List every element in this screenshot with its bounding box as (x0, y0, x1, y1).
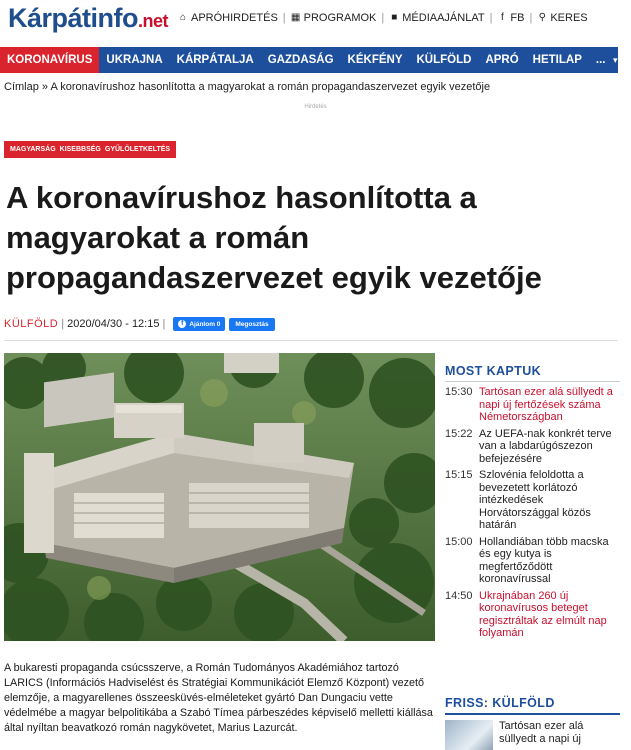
news-text[interactable]: Tartósan ezer alá süllyedt a napi új fertőzések száma Németországban (479, 386, 613, 423)
most-kaptuk-title: MOST KAPTUK (445, 364, 620, 382)
site-logo[interactable]: Kárpátinfo.net (8, 3, 169, 33)
nav-item-2[interactable]: KÁRPÁTALJA (176, 54, 254, 66)
news-item[interactable] (445, 469, 620, 532)
toplink-médiaajánlat[interactable] (385, 12, 488, 24)
chevron-down-icon[interactable]: ▾ (612, 54, 618, 65)
most-kaptuk-panel (445, 364, 620, 640)
top-links (174, 12, 592, 24)
news-text[interactable]: Ukrajnában 260 új koronavírusos beteget regisztráltak az elmúlt nap folyamán (479, 589, 607, 639)
friss-title: FRISS: KÜLFÖLD (445, 696, 620, 715)
nav-item-0[interactable]: KORONAVÍRUS (0, 47, 99, 73)
toplink-apróhirdetés[interactable] (174, 12, 282, 24)
toplink-label: MÉDIAAJÁNLAT (402, 12, 485, 24)
article-title: A koronavírushoz hasonlította a magyarokat a román propagandaszervezet egyik vezetője (6, 180, 542, 295)
toplink-fb[interactable] (493, 12, 528, 24)
article-photo[interactable] (4, 353, 435, 641)
news-time: 15:30 (445, 386, 473, 398)
nav-item-6[interactable]: APRÓ (485, 54, 519, 66)
news-time: 14:50 (445, 589, 473, 602)
search-icon: ⚲ (538, 12, 546, 23)
toplink-programok[interactable] (287, 12, 381, 24)
home-icon: ⌂ (179, 12, 187, 23)
main-nav (0, 47, 618, 73)
nav-item-7[interactable]: HETILAP (532, 54, 582, 66)
news-item[interactable] (445, 428, 620, 466)
news-item[interactable] (445, 386, 620, 424)
divider (4, 340, 618, 341)
toplink-separator: | (381, 12, 385, 24)
toplink-separator: | (529, 12, 533, 24)
news-list (445, 386, 620, 640)
toplink-keres[interactable] (533, 12, 591, 24)
nav-item-4[interactable]: KÉKFÉNY (347, 54, 403, 66)
nav-item-3[interactable]: GAZDASÁG (267, 54, 334, 66)
facebook-icon: f (501, 12, 504, 23)
article-date: 2020/04/30 - 12:15 (67, 318, 160, 330)
toplink-label: KERES (550, 12, 588, 24)
toplink-separator: | (489, 12, 493, 24)
ad-label: Hirdetés (304, 104, 327, 110)
toplink-label: APRÓHIRDETÉS (191, 12, 278, 24)
friss-item[interactable] (445, 720, 620, 750)
share-button[interactable]: Megosztás (229, 318, 274, 331)
like-button[interactable] (173, 317, 225, 331)
friss-thumbnail[interactable] (445, 720, 493, 750)
news-text[interactable]: Szlovénia feloldotta a bevezetett korlátozó intézkedések Horvátországgal közös határán (479, 469, 591, 531)
like-label: Ajánlom 0 (189, 320, 221, 328)
friss-kulfold-panel (445, 696, 620, 750)
meta-separator: | (162, 318, 166, 330)
nav-item-5[interactable]: KÜLFÖLD (416, 54, 472, 66)
facebook-icon: f (178, 320, 186, 328)
article-tags (4, 141, 176, 158)
article-tag[interactable]: KISEBBSÉG (59, 146, 101, 153)
friss-item-text[interactable]: Tartósan ezer alá süllyedt a napi új (499, 720, 584, 745)
news-item[interactable] (445, 536, 620, 586)
article-lead: A bukaresti propaganda csúcsszerve, a Román Tudományos Akadémiához tartozó LARICS (Információs Hadviselést és Stratégiai Kommunikációt Elemző Központ) vezető elemzője, a magyarellenes összeesküvés-elméleteket gyártó Dan Dungaciu vette védelmébe a magyar belpolitikába a Szabó Tímea párbeszédes képviselő melletti kiállása által nyíltan beavatkozó román nagykövetet, Marius Lazurcát. (4, 662, 433, 734)
news-text[interactable]: Hollandiában több macska és egy kutya is megfertőződött koronavírussal (479, 535, 609, 585)
article-tag[interactable]: GYŰLÖLETKELTÉS (104, 146, 171, 153)
news-time: 15:15 (445, 469, 473, 481)
article-category[interactable]: KÜLFÖLD (4, 318, 59, 330)
nav-item-1[interactable]: UKRAJNA (106, 54, 163, 66)
news-text[interactable]: Az UEFA-nak konkrét terve van a labdarúgószezon befejezésére (479, 427, 612, 465)
site-header (0, 0, 631, 40)
article-tag[interactable]: MAGYARSÁG (10, 146, 56, 153)
meta-separator: | (61, 318, 65, 330)
breadcrumb[interactable]: Címlap » A koronavírushoz hasonlította a magyarokat a román propagandaszervezet egyik vezetője (4, 81, 491, 93)
news-time: 15:00 (445, 535, 473, 548)
news-time: 15:22 (445, 427, 473, 440)
aerial-building-image (4, 353, 435, 641)
toplink-label: FB (510, 12, 525, 24)
article-meta (4, 317, 275, 331)
toplink-separator: | (282, 12, 286, 24)
media-icon: ■ (391, 12, 398, 23)
news-item[interactable] (445, 590, 620, 640)
toplink-label: PROGRAMOK (303, 12, 377, 24)
nav-item-8[interactable]: ... (595, 54, 606, 66)
calendar-icon: ▦ (290, 12, 301, 23)
